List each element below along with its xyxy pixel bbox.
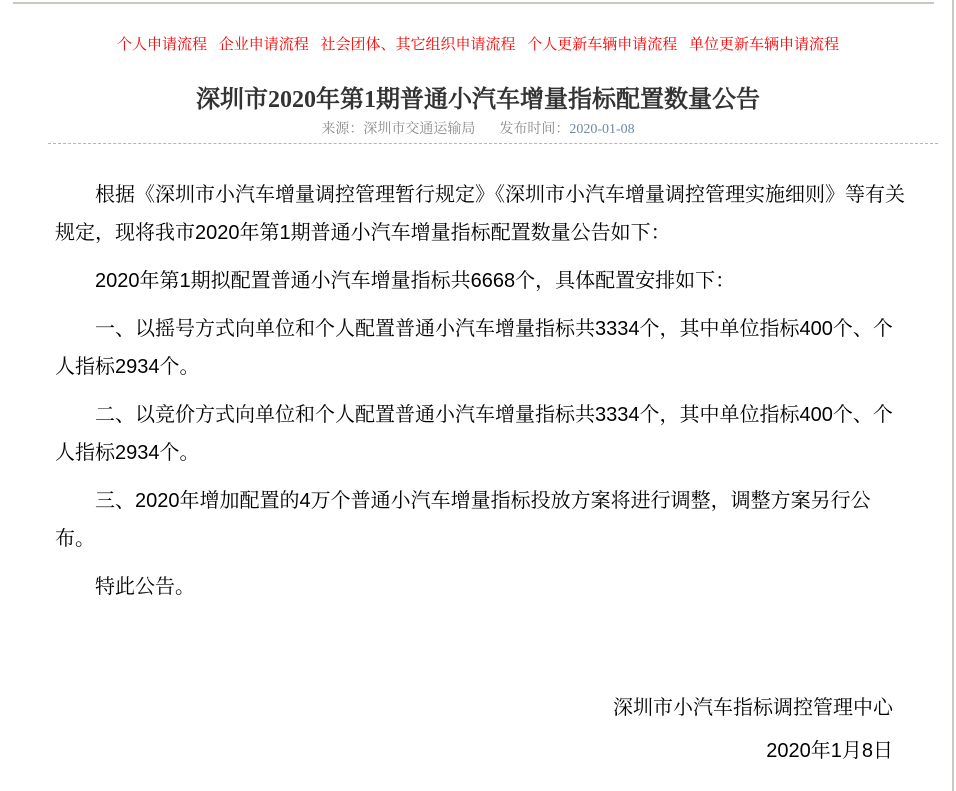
paragraph-total-quota: 2020年第1期拟配置普通小汽车增量指标共6668个，具体配置安排如下： <box>95 270 736 292</box>
link-personal-application-process[interactable]: 个人申请流程 <box>116 37 207 53</box>
signature-issuer: 深圳市小汽车指标调控管理中心 <box>613 697 893 719</box>
article-body <box>0 144 956 770</box>
link-unit-vehicle-renewal-process[interactable]: 单位更新车辆申请流程 <box>689 37 840 53</box>
paragraph-auction-quota: 二、以竞价方式向单位和个人配置普通小汽车增量指标共3334个，其中单位指标400个、个人指标2934个。 <box>55 404 893 464</box>
signature-block <box>55 689 893 770</box>
publish-date-value: 2020-01-08 <box>569 122 635 137</box>
source-label: 来源： <box>321 122 364 137</box>
publish-time-label: 发布时间： <box>499 122 570 137</box>
paragraph-closing: 特此公告。 <box>95 576 195 598</box>
paragraph-adjustment-plan: 三、2020年增加配置的4万个普通小汽车增量指标投放方案将进行调整，调整方案另行公布。 <box>55 490 871 550</box>
paragraph-lottery-quota: 一、以摇号方式向单位和个人配置普通小汽车增量指标共3334个，其中单位指标400个、个人指标2934个。 <box>55 318 893 378</box>
link-social-group-application-process[interactable]: 社会团体、其它组织申请流程 <box>320 37 516 53</box>
paragraph-intro: 根据《深圳市小汽车增量调控管理暂行规定》《深圳市小汽车增量调控管理实施细则》等有关规定，现将我市2020年第1期普通小汽车增量指标配置数量公告如下： <box>55 184 905 244</box>
quick-links-bar <box>0 0 956 54</box>
source-value: 深圳市交通运输局 <box>363 122 476 137</box>
link-enterprise-application-process[interactable]: 企业申请流程 <box>218 37 309 53</box>
article-meta <box>0 121 956 138</box>
top-frame-border <box>13 2 934 4</box>
link-personal-vehicle-renewal-process[interactable]: 个人更新车辆申请流程 <box>527 37 678 53</box>
article-title: 深圳市2020年第1期普通小汽车增量指标配置数量公告 <box>196 87 760 113</box>
signature-date: 2020年1月8日 <box>766 740 893 762</box>
right-frame-border <box>952 0 954 791</box>
